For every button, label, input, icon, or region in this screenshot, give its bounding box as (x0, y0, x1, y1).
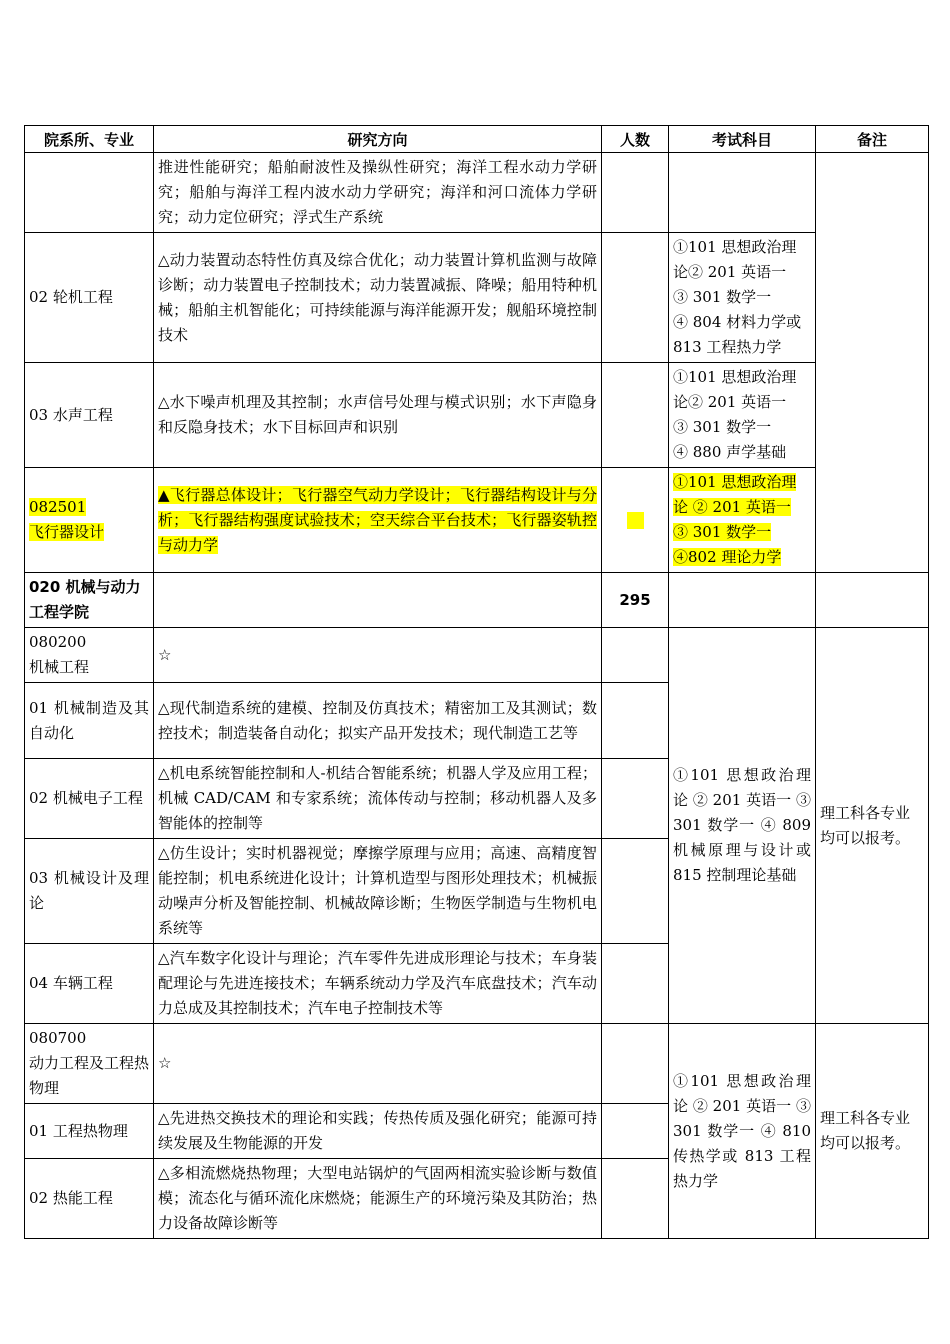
exam-line: ④ 880 声学基础 (673, 443, 787, 461)
enrollment-cell (602, 1159, 669, 1239)
exam-line: ③ 301 数学一 (673, 523, 772, 541)
department-cell (25, 468, 154, 573)
research-direction-cell: △动力装置动态特性仿真及综合优化；动力装置计算机监测与故障诊断；动力装置电子控制技术；动力装置减振、降噪；船用特种机械；船舶主机智能化；可持续能源与海洋能源开发；舰船环境控制技术 (154, 233, 602, 363)
program-code: 080700 (29, 1029, 87, 1047)
remarks-cell: 理工科各专业均可以报考。 (816, 628, 929, 1024)
research-direction-cell: △多相流燃烧热物理；大型电站锅炉的气固两相流实验诊断与数值模；流态化与循环流化床燃烧；能源生产的环境污染及其防治；热力设备故障诊断等 (154, 1159, 602, 1239)
header-enrollment: 人数 (602, 126, 669, 153)
table-row (25, 363, 929, 468)
exam-subjects-cell: ①101 思想政治理论 ② 201 英语一 ③ 301 数学一 ④ 810 传热学或 813 工程热力学 (669, 1024, 816, 1239)
table-row (25, 233, 929, 363)
exam-line: ③ 301 数学一 (673, 418, 772, 436)
department-cell (25, 628, 154, 683)
exam-line: ④802 理论力学 (673, 548, 782, 566)
college-row (25, 573, 929, 628)
program-name: 动力工程及工程热物理 (29, 1054, 150, 1097)
research-direction-cell: ☆ (154, 628, 602, 683)
program-code: 082501 (29, 498, 87, 516)
exam-subjects-cell: ①101 思想政治理论 ② 201 英语一 ③ 301 数学一 ④ 809 机械原理与设计或 815 控制理论基础 (669, 628, 816, 1024)
research-direction-cell: ☆ (154, 1024, 602, 1104)
header-remarks: 备注 (816, 126, 929, 153)
research-direction-cell: △汽车数字化设计与理论；汽车零件先进成形理论与技术；车身装配理论与先进连接技术；车辆系统动力学及汽车底盘技术；汽车动力总成及其控制技术；汽车电子控制技术等 (154, 944, 602, 1024)
research-direction-cell: 推进性能研究；船舶耐波性及操纵性研究；海洋工程水动力学研究；船舶与海洋工程内波水动力学研究；海洋和河口流体力学研究；动力定位研究；浮式生产系统 (154, 153, 602, 233)
enrollment-cell (602, 839, 669, 944)
department-cell: 01 机械制造及其自动化 (25, 683, 154, 759)
header-department: 院系所、专业 (25, 126, 154, 153)
enrollment-cell (602, 944, 669, 1024)
department-cell: 01 工程热物理 (25, 1104, 154, 1159)
research-direction-cell: △仿生设计；实时机器视觉；摩擦学原理与应用；高速、高精度智能控制；机电系统进化设计；计算机造型与图形处理技术；机械振动噪声分析及智能控制、机械故障诊断；生物医学制造与生物机电系统等 (154, 839, 602, 944)
remarks-cell (816, 153, 929, 573)
program-name: 机械工程 (29, 658, 90, 676)
enrollment-cell (602, 1024, 669, 1104)
program-name: 飞行器设计 (29, 523, 105, 541)
enrollment-cell (602, 628, 669, 683)
table-row (25, 153, 929, 233)
enrollment-cell (602, 468, 669, 573)
college-name: 020 机械与动力工程学院 (25, 573, 154, 628)
enrollment-cell (602, 1104, 669, 1159)
graduate-admissions-table (24, 125, 929, 1239)
research-direction-cell (154, 573, 602, 628)
research-direction-cell: △机电系统智能控制和人-机结合智能系统；机器人学及应用工程；机械 CAD/CAM 和专家系统；流体传动与控制；移动机器人及多智能体的控制等 (154, 759, 602, 839)
enrollment-cell (602, 363, 669, 468)
header-exam-subjects: 考试科目 (669, 126, 816, 153)
department-cell: 02 轮机工程 (25, 233, 154, 363)
enrollment-cell (602, 759, 669, 839)
program-code: 080200 (29, 633, 87, 651)
research-direction-cell: △水下噪声机理及其控制；水声信号处理与模式识别；水下声隐身和反隐身技术；水下目标回声和识别 (154, 363, 602, 468)
remarks-cell: 理工科各专业均可以报考。 (816, 1024, 929, 1239)
department-cell: 02 热能工程 (25, 1159, 154, 1239)
exam-subjects-cell (669, 153, 816, 233)
exam-subjects-cell (669, 363, 816, 468)
department-cell: 04 车辆工程 (25, 944, 154, 1024)
department-cell (25, 1024, 154, 1104)
department-cell: 02 机械电子工程 (25, 759, 154, 839)
college-enrollment: 295 (602, 573, 669, 628)
department-cell: 03 机械设计及理论 (25, 839, 154, 944)
enrollment-cell (602, 233, 669, 363)
remarks-cell (816, 573, 929, 628)
highlight-marker (627, 512, 644, 529)
exam-line: ①101 思想政治理论② 201 英语一 (673, 368, 797, 411)
exam-line: ①101 思想政治理论 ② 201 英语一 (673, 473, 797, 516)
exam-subjects-cell (669, 573, 816, 628)
department-cell: 03 水声工程 (25, 363, 154, 468)
research-direction-text: ▲飞行器总体设计；飞行器空气动力学设计；飞行器结构设计与分析；飞行器结构强度试验技术；空天综合平台技术；飞行器姿轨控与动力学 (158, 485, 597, 554)
exam-line: ④ 804 材料力学或 813 工程热力学 (673, 313, 802, 356)
research-direction-cell: △现代制造系统的建模、控制及仿真技术；精密加工及其测试；数控技术；制造装备自动化；拟实产品开发技术；现代制造工艺等 (154, 683, 602, 759)
research-direction-cell: △先进热交换技术的理论和实践；传热传质及强化研究；能源可持续发展及生物能源的开发 (154, 1104, 602, 1159)
exam-line: ③ 301 数学一 (673, 288, 772, 306)
research-direction-cell (154, 468, 602, 573)
exam-subjects-cell (669, 468, 816, 573)
header-row (25, 126, 929, 153)
enrollment-cell (602, 153, 669, 233)
exam-subjects-cell (669, 233, 816, 363)
table-row (25, 1024, 929, 1104)
header-research-direction: 研究方向 (154, 126, 602, 153)
table-row (25, 468, 929, 573)
enrollment-cell (602, 683, 669, 759)
exam-line: ①101 思想政治理论② 201 英语一 (673, 238, 797, 281)
department-cell (25, 153, 154, 233)
table-row (25, 628, 929, 683)
